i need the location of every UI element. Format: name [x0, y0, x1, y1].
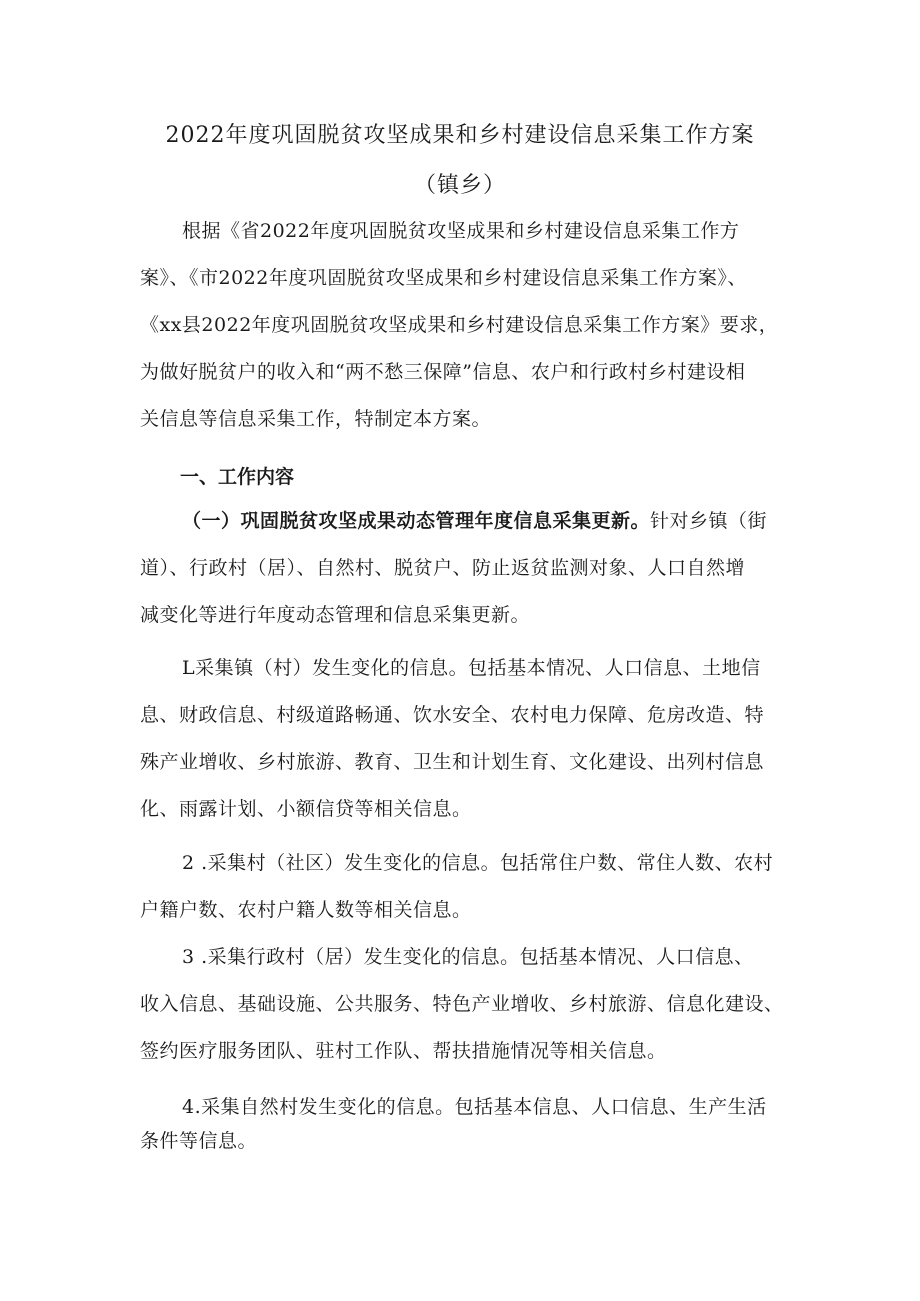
intro-line: 关信息等信息采集工作，特制定本方案。: [140, 408, 492, 430]
section-heading: 一、工作内容: [180, 466, 295, 488]
item-line: L采集镇（村）发生变化的信息。包括基本情况、人口信息、土地信: [182, 657, 761, 679]
item-line: 化、雨露计划、小额信贷等相关信息。: [140, 798, 472, 820]
item-line: 3 .采集行政村（居）发生变化的信息。包括基本情况、人口信息、: [182, 946, 754, 968]
intro-line: 《xx县2022年度巩固脱贫攻坚成果和乡村建设信息采集工作方案》要求，: [140, 314, 779, 336]
subsection-bold-lead: （一）巩固脱贫攻坚成果动态管理年度信息采集更新。: [182, 510, 651, 532]
item-3-paragraph: [140, 934, 790, 1075]
item-1-paragraph: [140, 645, 790, 833]
intro-line: 根据《省2022年度巩固脱贫攻坚成果和乡村建设信息采集工作方: [182, 220, 740, 242]
subsection-lead-rest: 针对乡镇（街: [650, 510, 768, 532]
document-subtitle: （镇乡）: [413, 173, 506, 198]
item-line: 收入信息、基础设施、公共服务、特色产业增收、乡村旅游、信息化建设、: [140, 993, 784, 1015]
intro-line: 案》、《市2022年度巩固脱贫攻坚成果和乡村建设信息采集工作方案》、: [140, 267, 747, 289]
subsection-paragraph: [140, 498, 790, 639]
item-line: 条件等信息。: [140, 1130, 258, 1152]
subsection-line: 道）、行政村（居）、自然村、脱贫户、防止返贫监测对象、人口自然增: [140, 557, 746, 579]
intro-paragraph: [140, 208, 790, 443]
item-line: 签约医疗服务团队、驻村工作队、帮扶措施情况等相关信息。: [140, 1040, 667, 1062]
item-line: 息、财政信息、村级道路畅通、饮水安全、农村电力保障、危房改造、特: [140, 704, 765, 726]
item-2-paragraph: [140, 840, 790, 934]
subsection-line: 减变化等进行年度动态管理和信息采集更新。: [140, 604, 531, 626]
item-line: 2 .采集村（社区）发生变化的信息。包括常住户数、常住人数、农村: [182, 852, 774, 874]
item-4-paragraph: [140, 1090, 790, 1158]
item-line: 殊产业增收、乡村旅游、教育、卫生和计划生育、文化建设、出列村信息: [140, 751, 765, 773]
intro-line: 为做好脱贫户的收入和“两不愁三保障”信息、农户和行政村乡村建设相: [140, 361, 746, 383]
document-title: 2022年度巩固脱贫攻坚成果和乡村建设信息采集工作方案: [165, 123, 755, 148]
subsection-first-line: [140, 498, 790, 545]
item-line: 户籍户数、农村户籍人数等相关信息。: [140, 899, 472, 921]
item-line: 4.采集自然村发生变化的信息。包括基本信息、人口信息、生产生活: [182, 1096, 767, 1118]
